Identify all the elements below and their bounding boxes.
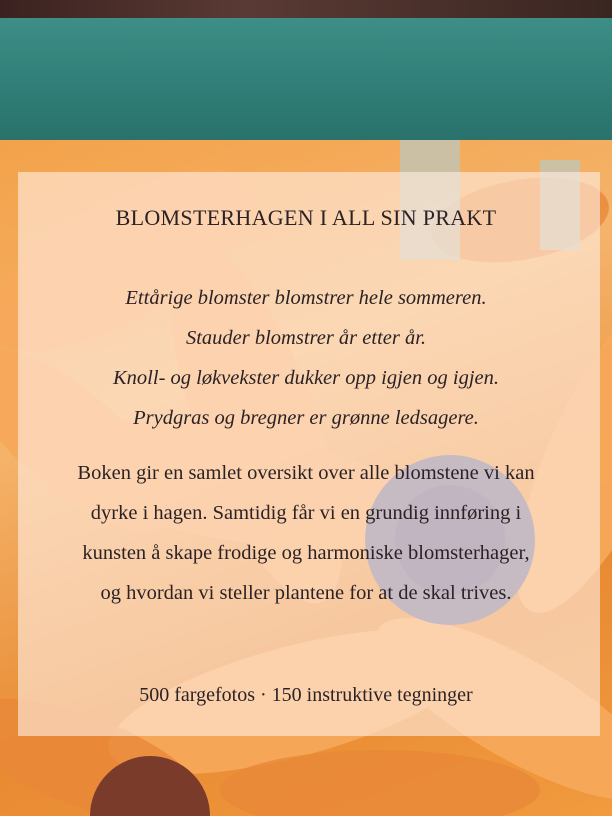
tagline-line: Prydgras og bregner er grønne ledsagere. (133, 407, 479, 429)
description-line: kunsten å skape frodige og harmoniske blomsterhager, (82, 542, 530, 564)
description-line: og hvordan vi steller plantene for at de skal trives. (100, 582, 512, 604)
photo-count-footer: 500 fargefotos · 150 instruktive tegninger (139, 684, 473, 706)
tagline-line: Knoll- og løkvekster dukker opp igjen og igjen. (113, 367, 499, 389)
teal-cover-band (0, 18, 612, 142)
description-paragraph (0, 453, 612, 613)
tagline-line: Ettårige blomster blomstrer hele sommeren. (125, 287, 487, 309)
italic-tagline-block (0, 278, 612, 438)
description-line: Boken gir en samlet oversikt over alle blomstene vi kan (77, 462, 535, 484)
description-line: dyrke i hagen. Samtidig får vi en grundig innføring i (90, 502, 522, 524)
tagline-line: Stauder blomstrer år etter år. (185, 327, 427, 349)
book-title: BLOMSTERHAGEN I ALL SIN PRAKT (115, 205, 497, 230)
